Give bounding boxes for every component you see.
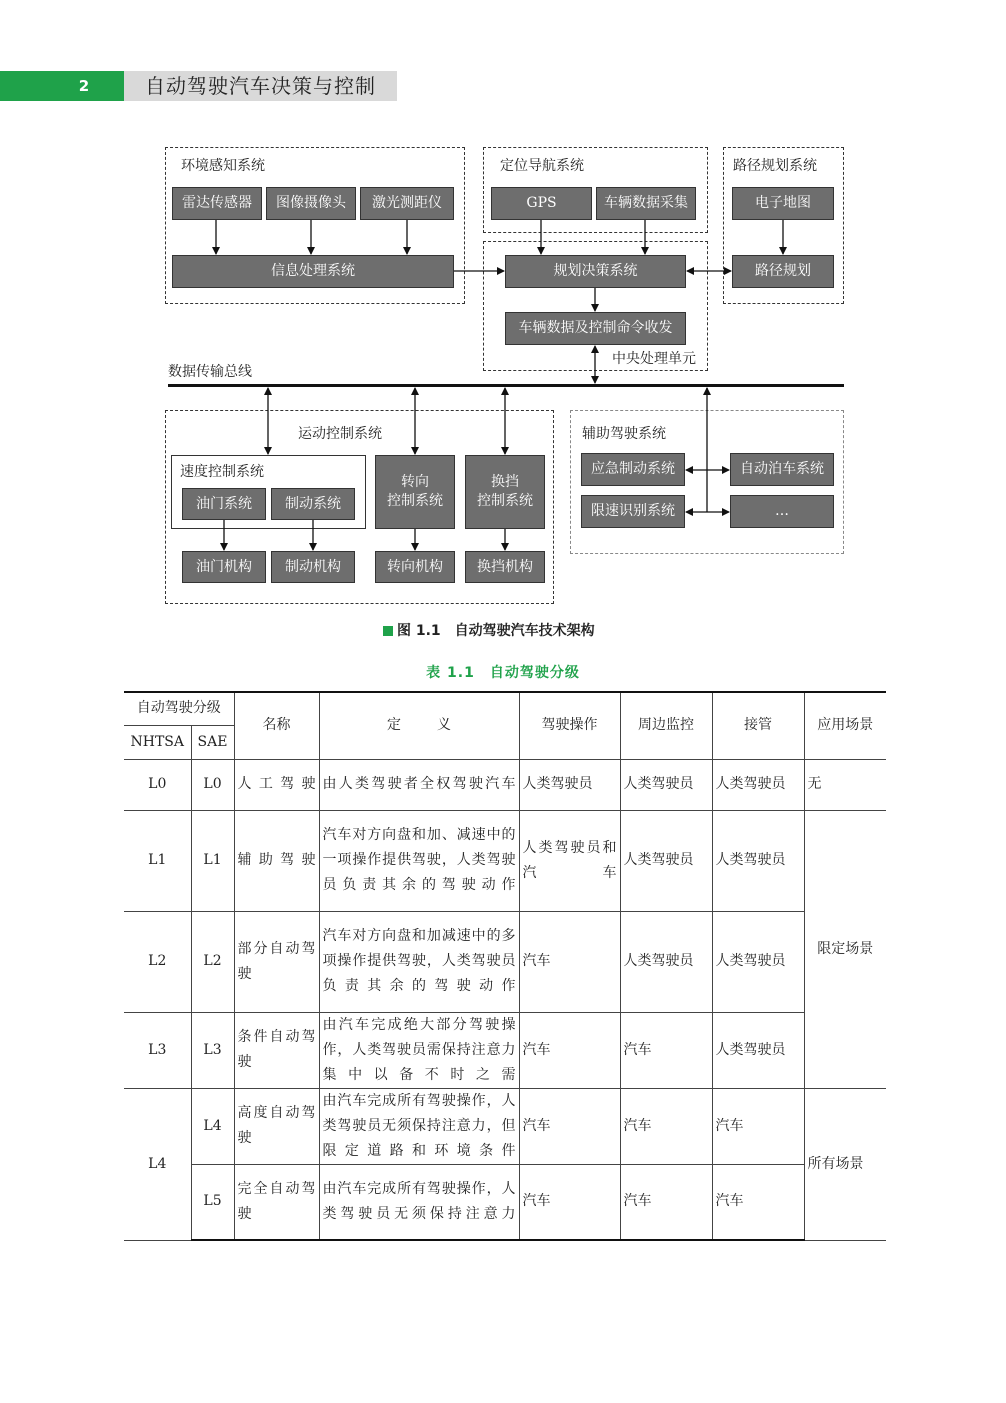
speed-control-label: 速度控制系统 (180, 464, 264, 480)
gear-mechanism-box: 换挡机构 (465, 551, 545, 583)
central-processing-label: 中央处理单元 (612, 351, 696, 367)
cell-name: 高度自动驾驶 (234, 1088, 319, 1164)
command-transceiver-box: 车辆数据及控制命令收发 (505, 312, 686, 345)
cell-sae: L3 (191, 1012, 234, 1088)
steer-mechanism-box: 转向机构 (375, 551, 455, 583)
steer-control-line2: 控制系统 (387, 493, 443, 509)
env-perception-label: 环境感知系统 (181, 158, 265, 174)
cell-definition: 由汽车完成所有驾驶操作，人类驾驶员无须保持注意力 (319, 1164, 519, 1240)
cell-operation: 汽车 (519, 1088, 620, 1164)
steer-control-line1: 转向 (401, 474, 429, 490)
table-row (124, 1088, 886, 1164)
cell-operation: 人类驾驶员和汽车 (519, 810, 620, 911)
cell-monitor: 人类驾驶员 (620, 911, 712, 1012)
assist-driving-label: 辅助驾驶系统 (582, 426, 666, 442)
vehicle-data-box: 车辆数据采集 (596, 187, 696, 220)
cell-sae: L5 (191, 1164, 234, 1240)
cell-takeover: 人类驾驶员 (712, 810, 804, 911)
cell-definition: 汽车对方向盘和加、减速中的一项操作提供驾驶，人类驾驶员负责其余的驾驶动作 (319, 810, 519, 911)
brake-system-box: 制动系统 (271, 488, 355, 520)
cell-name: 完全自动驾驶 (234, 1164, 319, 1240)
header-scenario: 应用场景 (804, 692, 886, 759)
table-row (124, 810, 886, 911)
cell-name: 条件自动驾驶 (234, 1012, 319, 1088)
gear-control-line1: 换挡 (491, 474, 519, 490)
header-definition-b: 义 (437, 717, 451, 734)
header-monitor: 周边监控 (620, 692, 712, 759)
cell-sae: L2 (191, 911, 234, 1012)
cell-monitor: 人类驾驶员 (620, 810, 712, 911)
cell-nhtsa: L2 (124, 911, 191, 1012)
cell-definition: 由汽车完成所有驾驶操作，人类驾驶员无须保持注意力，但限定道路和环境条件 (319, 1088, 519, 1164)
decision-box: 规划决策系统 (505, 255, 686, 288)
header-definition-a: 定 (387, 717, 401, 734)
speed-limit-box: 限速识别系统 (581, 495, 685, 528)
brake-mechanism-box: 制动机构 (271, 551, 355, 583)
more-box: … (730, 495, 834, 528)
gps-box: GPS (491, 187, 592, 220)
cell-name: 部分自动驾驶 (234, 911, 319, 1012)
cell-definition: 由人类驾驶者全权驾驶汽车 (319, 759, 519, 810)
emap-box: 电子地图 (732, 187, 834, 220)
cell-name: 人工驾驶 (234, 759, 319, 810)
camera-box: 图像摄像头 (266, 187, 356, 220)
table-row (124, 1164, 886, 1240)
header-takeover: 接管 (712, 692, 804, 759)
cell-sae: L1 (191, 810, 234, 911)
autonomy-level-table (124, 691, 886, 1241)
table-caption: 表 1.1 自动驾驶分级 (426, 665, 580, 681)
cell-nhtsa: L0 (124, 759, 191, 810)
header-definition (319, 692, 519, 759)
data-bus-line (168, 384, 844, 387)
cell-takeover: 人类驾驶员 (712, 911, 804, 1012)
emergency-brake-box: 应急制动系统 (581, 453, 685, 486)
cell-definition: 由汽车完成绝大部分驾驶操作，人类驾驶员需保持注意力集中以备不时之需 (319, 1012, 519, 1088)
cell-nhtsa: L4 (124, 1088, 191, 1240)
cell-operation: 汽车 (519, 1012, 620, 1088)
cell-name: 辅助驾驶 (234, 810, 319, 911)
throttle-mechanism-box: 油门机构 (182, 551, 266, 583)
lidar-box: 激光测距仪 (360, 187, 454, 220)
figure-caption (383, 620, 595, 640)
radar-sensor-box: 雷达传感器 (172, 187, 262, 220)
gear-control-box (465, 455, 545, 529)
cell-scenario: 所有场景 (804, 1088, 886, 1240)
cell-monitor: 人类驾驶员 (620, 759, 712, 810)
table-row (124, 1012, 886, 1088)
cell-operation: 人类驾驶员 (519, 759, 620, 810)
motion-control-label: 运动控制系统 (298, 426, 382, 442)
cell-scenario-limited: 限定场景 (804, 810, 886, 1088)
info-processing-box: 信息处理系统 (172, 255, 454, 288)
figure-caption-text: 图 1.1 自动驾驶汽车技术架构 (397, 623, 595, 639)
header-nhtsa: NHTSA (124, 725, 191, 759)
cell-operation: 汽车 (519, 1164, 620, 1240)
cell-takeover: 人类驾驶员 (712, 1012, 804, 1088)
table-row (124, 759, 886, 810)
cell-monitor: 汽车 (620, 1088, 712, 1164)
cell-scenario: 无 (804, 759, 886, 810)
cell-sae: L0 (191, 759, 234, 810)
header-sae: SAE (191, 725, 234, 759)
page-number: 2 (78, 77, 90, 95)
header-operation: 驾驶操作 (519, 692, 620, 759)
gear-control-line2: 控制系统 (477, 493, 533, 509)
auto-parking-box: 自动泊车系统 (730, 453, 834, 486)
cell-operation: 汽车 (519, 911, 620, 1012)
throttle-system-box: 油门系统 (182, 488, 266, 520)
table-row (124, 911, 886, 1012)
cell-takeover: 汽车 (712, 1088, 804, 1164)
cell-takeover: 人类驾驶员 (712, 759, 804, 810)
path-planning-label: 路径规划系统 (733, 158, 817, 174)
header-level: 自动驾驶分级 (124, 692, 234, 725)
navigation-label: 定位导航系统 (500, 158, 584, 174)
path-plan-box: 路径规划 (732, 255, 834, 288)
cell-takeover: 汽车 (712, 1164, 804, 1240)
cell-nhtsa: L3 (124, 1012, 191, 1088)
steer-control-box (375, 455, 455, 529)
caption-square-icon (383, 626, 393, 636)
cell-monitor: 汽车 (620, 1164, 712, 1240)
book-title: 自动驾驶汽车决策与控制 (145, 74, 376, 98)
cell-definition: 汽车对方向盘和加减速中的多项操作提供驾驶，人类驾驶员负责其余的驾驶动作 (319, 911, 519, 1012)
cell-nhtsa: L1 (124, 810, 191, 911)
header-name: 名称 (234, 692, 319, 759)
cell-sae: L4 (191, 1088, 234, 1164)
data-bus-label: 数据传输总线 (168, 364, 252, 380)
cell-monitor: 汽车 (620, 1012, 712, 1088)
